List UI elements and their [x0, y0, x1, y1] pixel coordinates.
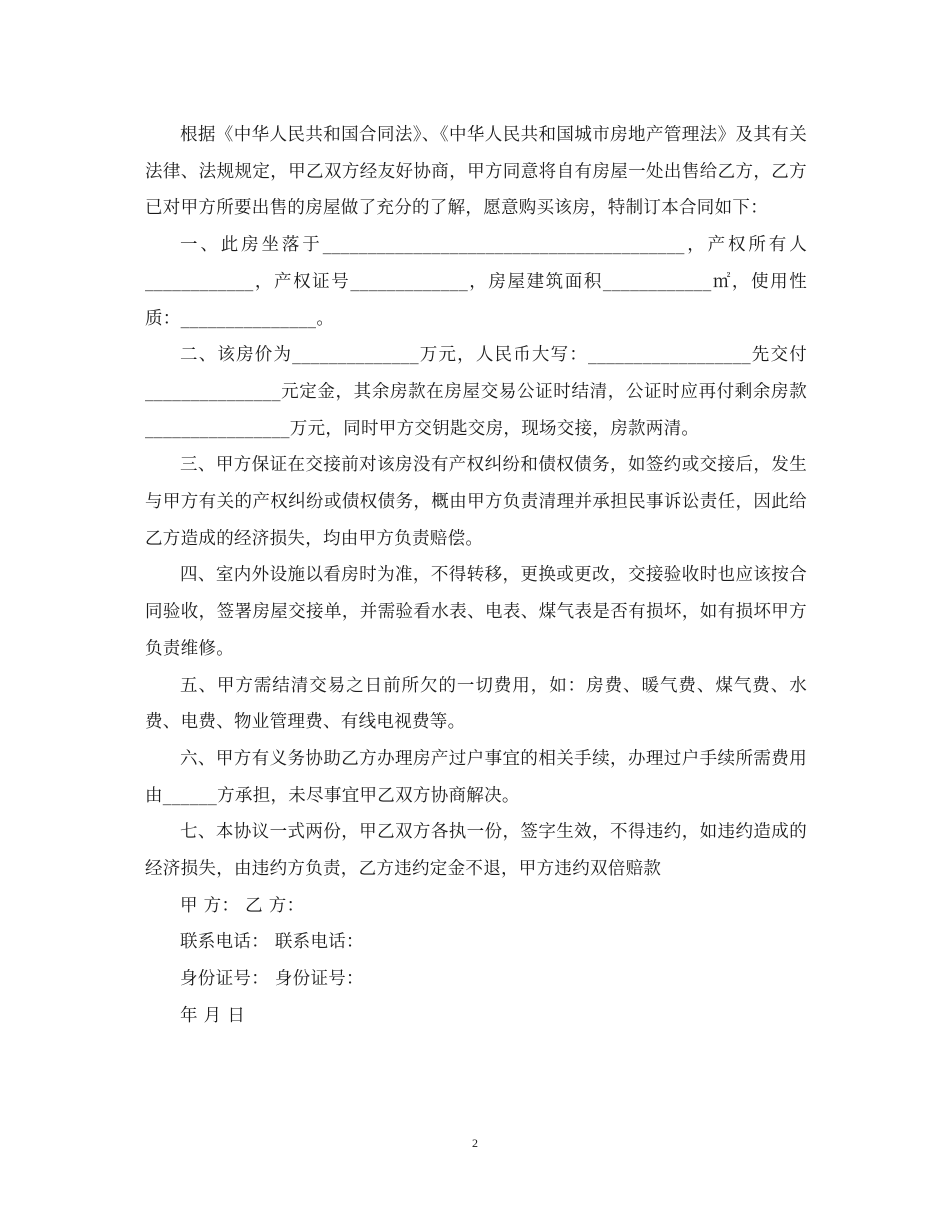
clause-2-price-payment: 二、该房价为______________万元，人民币大写：__________________先交付_______________元定金，其余房款在房屋交易公证时结清，公证时应再付剩余房款________________万元，同时甲方交钥匙交房，现场交接，房款两清。	[145, 345, 807, 439]
signature-date-line: 年 月 日	[180, 1005, 246, 1026]
clause-6-transfer-procedures: 六、甲方有义务协助乙方办理房产过户事宜的相关手续，办理过户手续所需费用由______方承担，未尽事宜甲乙双方协商解决。	[145, 748, 807, 806]
intro-paragraph: 根据《中华人民共和国合同法》、《中华人民共和国城市房地产管理法》及其有关法律、法规规定，甲乙双方经友好协商，甲方同意将自有房屋一处出售给乙方，乙方已对甲方所要出售的房屋做了充分的了解，愿意购买该房，特制订本合同如下：	[145, 125, 807, 219]
signature-id-line: 身份证号： 身份证号：	[180, 969, 364, 990]
signature-parties-line: 甲 方： 乙 方：	[180, 895, 305, 916]
clause-1-property-location: 一、此房坐落于________________________________________，产权所有人____________，产权证号_____________，房屋建筑面积____________㎡，使用性质：_______________。	[145, 235, 807, 329]
clause-5-outstanding-fees: 五、甲方需结清交易之日前所欠的一切费用，如：房费、暖气费、煤气费、水费、电费、物业管理费、有线电视费等。	[145, 675, 807, 733]
clause-4-facilities-handover: 四、室内外设施以看房时为准，不得转移，更换或更改，交接验收时也应该按合同验收，签署房屋交接单，并需验看水表、电表、煤气表是否有损坏，如有损坏甲方负责维修。	[145, 565, 807, 659]
contract-body	[145, 117, 807, 1035]
signature-phone-line: 联系电话： 联系电话：	[180, 932, 364, 953]
clause-3-title-guarantee: 三、甲方保证在交接前对该房没有产权纠纷和债权债务，如签约或交接后，发生与甲方有关的产权纠纷或债权债务，概由甲方负责清理并承担民事诉讼责任，因此给乙方造成的经济损失，均由甲方负责赔偿。	[145, 455, 807, 549]
clause-7-breach-terms: 七、本协议一式两份，甲乙双方各执一份，签字生效，不得违约，如违约造成的经济损失，由违约方负责，乙方违约定金不退，甲方违约双倍赔款	[145, 822, 807, 880]
page-number: 2	[472, 1136, 478, 1150]
